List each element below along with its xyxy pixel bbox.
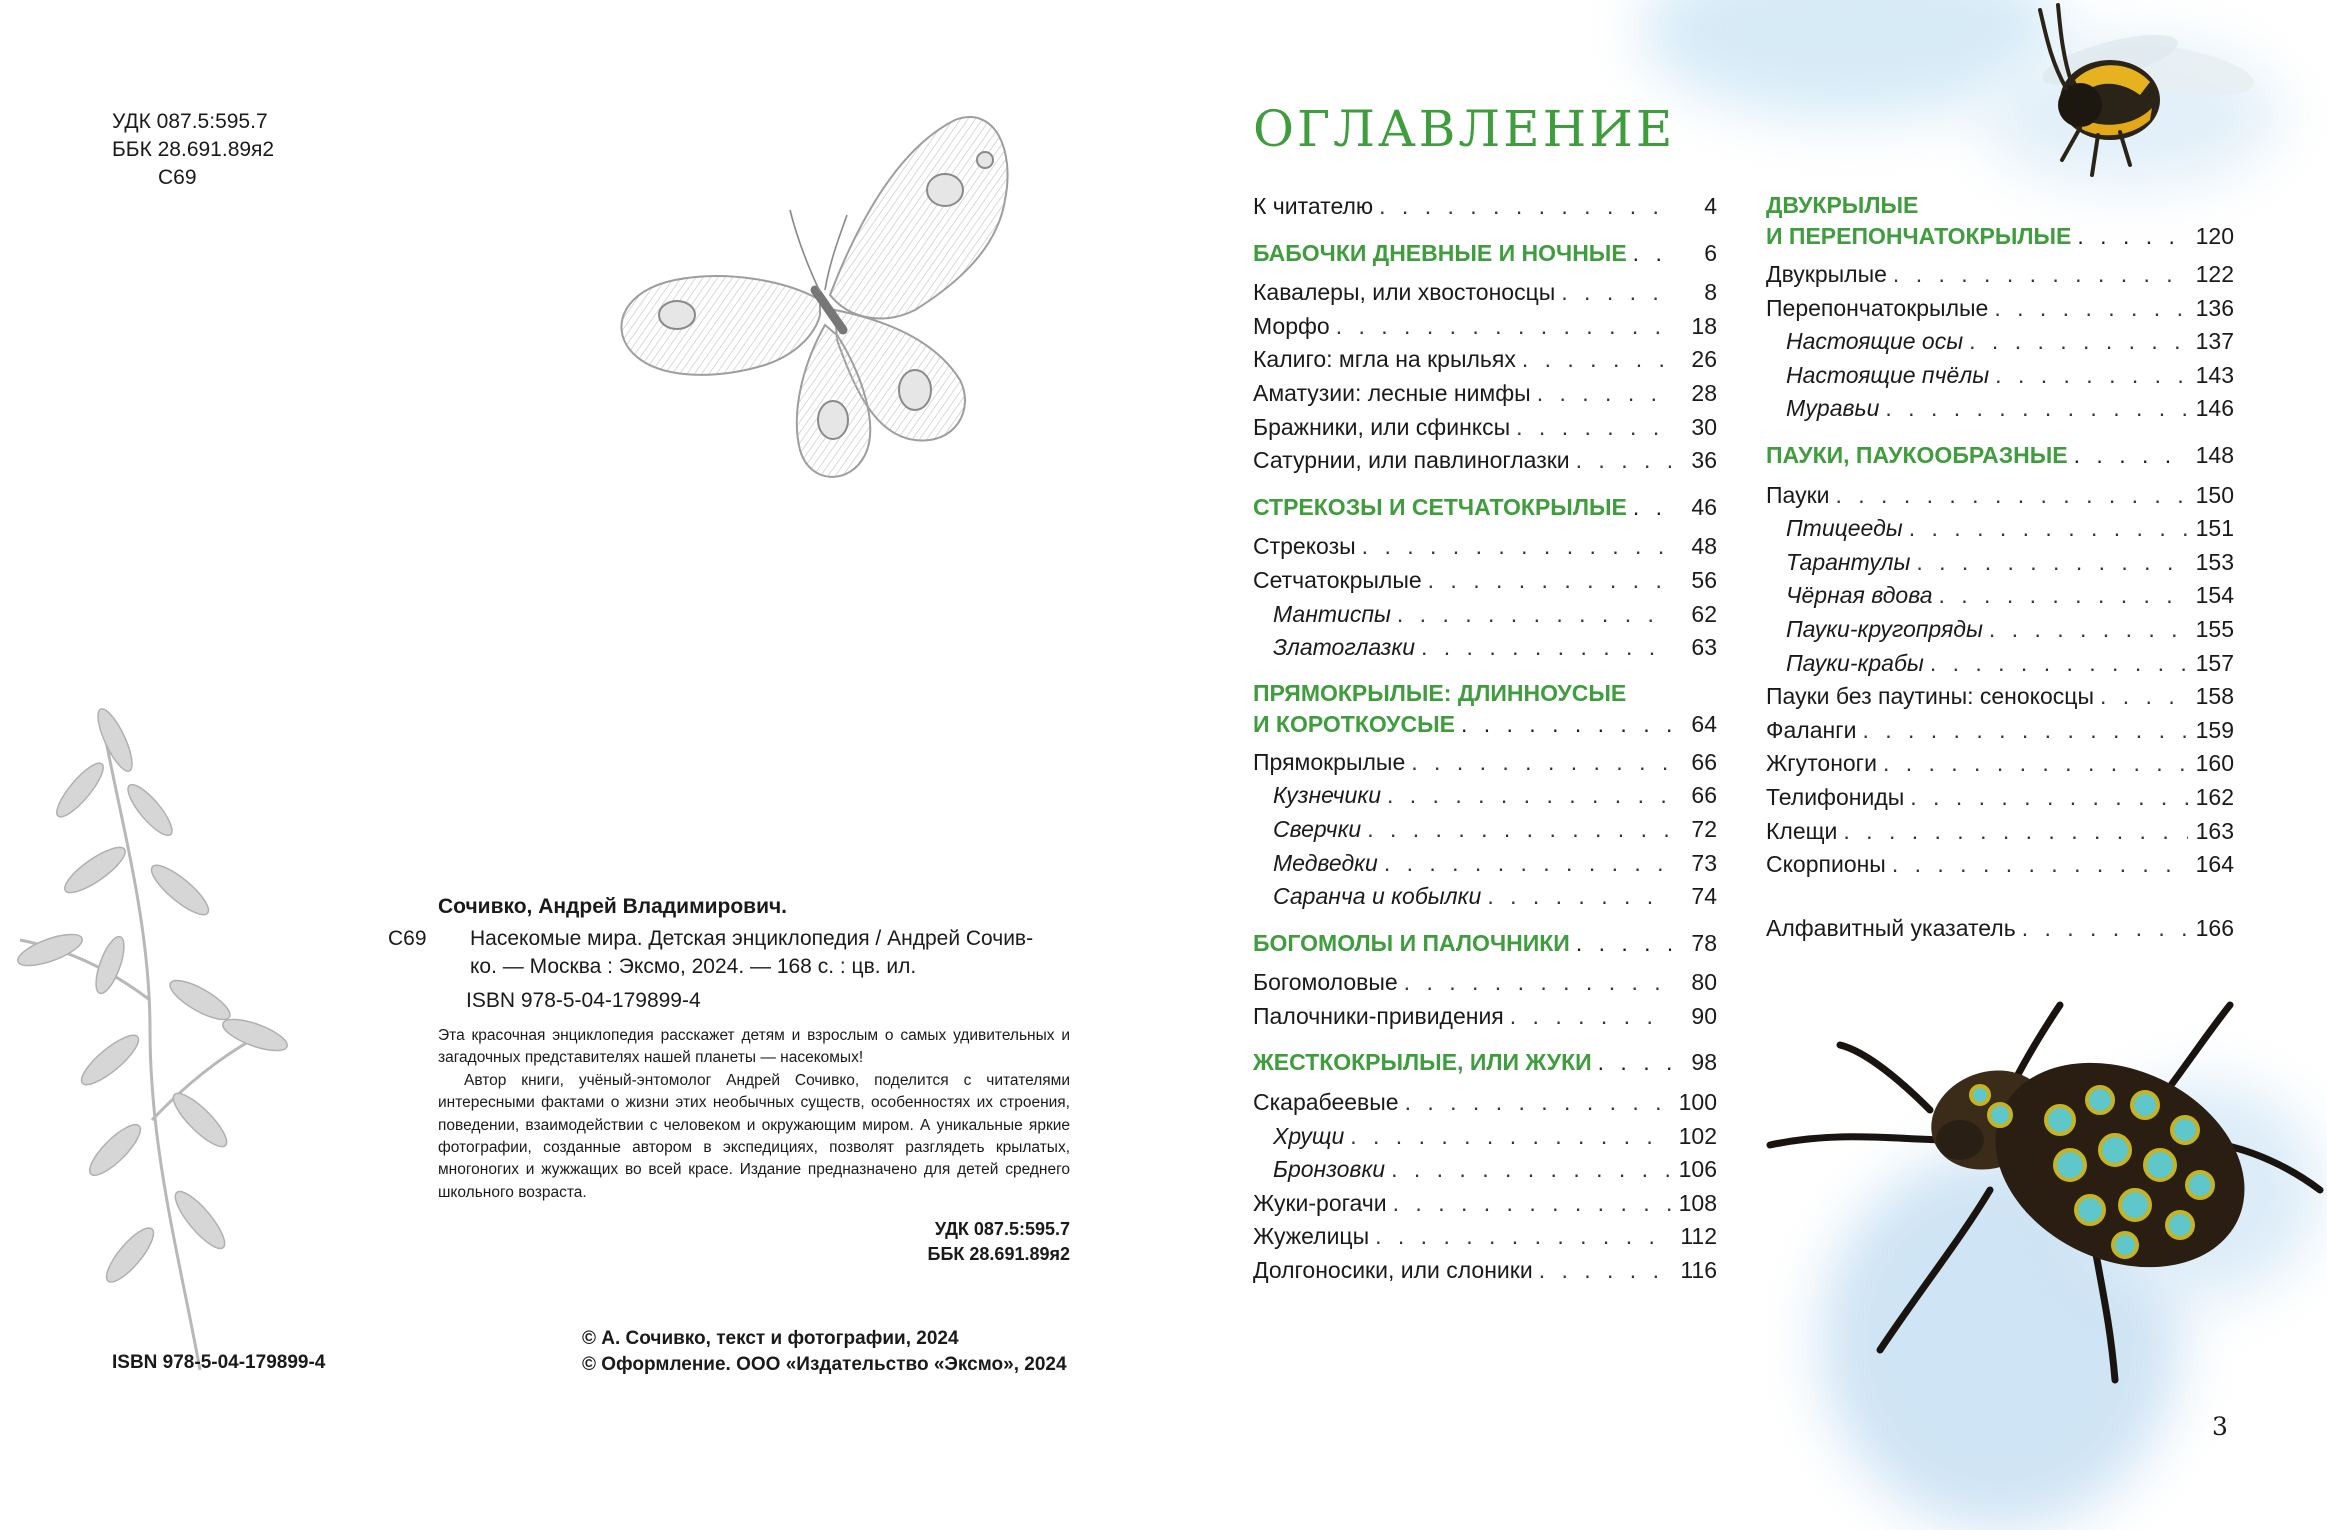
- toc-entry-label: Пауки: [1766, 481, 1830, 508]
- toc-entry[interactable]: [1253, 564, 1717, 598]
- toc-leader-dots: [2077, 221, 2188, 252]
- toc-entry[interactable]: [1766, 747, 2234, 781]
- toc-entry-label: Птицееды: [1786, 515, 1903, 542]
- toc-page-number: 72: [1691, 815, 1717, 842]
- toc-entry[interactable]: [1253, 1000, 1717, 1034]
- toc-entry[interactable]: [1253, 779, 1717, 813]
- toc-entry[interactable]: [1253, 310, 1717, 344]
- toc-page-number: 108: [1678, 1189, 1717, 1216]
- toc-entry[interactable]: [1253, 1153, 1717, 1187]
- toc-entry-label: Кузнечики: [1273, 782, 1381, 809]
- toc-page-number: 102: [1678, 1122, 1717, 1149]
- toc-entry[interactable]: [1253, 530, 1717, 564]
- toc-entry[interactable]: [1766, 479, 2234, 513]
- toc-entry[interactable]: [1253, 1120, 1717, 1154]
- toc-entry-label: Скарабеевые: [1253, 1089, 1399, 1116]
- toc-page-number: 28: [1691, 379, 1717, 406]
- toc-leader-dots: [1930, 647, 2188, 681]
- toc-page-number: 137: [2195, 328, 2234, 355]
- toc-page-number: 148: [2195, 441, 2234, 468]
- toc-entry-label: Телифониды: [1766, 783, 1905, 810]
- toc-entry-label: Стрекозы: [1253, 533, 1356, 560]
- toc-page-number: 78: [1691, 929, 1717, 956]
- page-number: 3: [2212, 1412, 2228, 1441]
- toc-entry[interactable]: [1253, 598, 1717, 632]
- toc-entry-label: Калиго: мгла на крыльях: [1253, 346, 1516, 373]
- toc-page-number: 162: [2195, 783, 2234, 810]
- toc-entry-label: Скорпионы: [1766, 851, 1886, 878]
- toc-entry[interactable]: [1766, 647, 2234, 681]
- toc-leader-dots: [1516, 411, 1671, 445]
- toc-page-number: 159: [2195, 716, 2234, 743]
- toc-entry-label: К читателю: [1253, 193, 1374, 219]
- toc-leader-dots: [1893, 258, 2188, 292]
- toc-entry-label: Бронзовки: [1273, 1156, 1386, 1183]
- toc-column-2: [1766, 190, 2234, 945]
- toc-page-number: 48: [1691, 533, 1717, 560]
- toc-page-number: 106: [1678, 1156, 1717, 1183]
- toc-leader-dots: [1393, 1187, 1671, 1221]
- toc-leader-dots: [1939, 579, 2189, 613]
- toc-leader-dots: [1909, 512, 2188, 546]
- toc-entry[interactable]: [1766, 579, 2234, 613]
- toc-entry[interactable]: [1253, 377, 1717, 411]
- toc-entry-label: Алфавитный указатель: [1766, 914, 2016, 941]
- toc-page-number: 100: [1678, 1089, 1717, 1116]
- toc-entry-label: Чёрная вдова: [1786, 582, 1933, 609]
- toc-entry-label: Жужелицы: [1253, 1223, 1370, 1250]
- toc-entry[interactable]: [1766, 815, 2234, 849]
- bumblebee-photo: [2000, 0, 2270, 200]
- toc-entry-label: Златоглазки: [1273, 634, 1415, 661]
- toc-section-title-line: ДВУКРЫЛЫЕ: [1766, 192, 1919, 218]
- toc-page-number: 18: [1691, 312, 1717, 339]
- toc-entry[interactable]: [1253, 411, 1717, 445]
- toc-entry[interactable]: [1253, 880, 1717, 914]
- toc-section[interactable]: [1253, 927, 1717, 961]
- toc-entry[interactable]: [1766, 546, 2234, 580]
- toc-page-number: 66: [1691, 782, 1717, 809]
- toc-leader-dots: [1843, 815, 2188, 849]
- toc-entry-label: Сверчки: [1273, 815, 1362, 842]
- toc-entry[interactable]: [1253, 444, 1717, 478]
- toc-entry[interactable]: [1253, 966, 1717, 1000]
- toc-leader-dots: [1633, 491, 1671, 525]
- toc-entry-label: Клещи: [1766, 817, 1838, 844]
- toc-entry[interactable]: [1766, 292, 2234, 326]
- toc-leader-dots: [1522, 343, 1671, 377]
- toc-entry-label: Настоящие осы: [1786, 328, 1964, 355]
- toc-page-number: 26: [1691, 346, 1717, 373]
- toc-section[interactable]: [1766, 221, 2234, 252]
- toc-leader-dots: [1916, 546, 2188, 580]
- toc-leader-dots: [1910, 781, 2188, 815]
- toc-entry[interactable]: [1766, 848, 2234, 882]
- toc-entry[interactable]: [1766, 392, 2234, 426]
- toc-page-number: 120: [2195, 223, 2234, 249]
- toc-leader-dots: [1379, 190, 1671, 224]
- toc-column-1: [1253, 190, 1717, 1288]
- beetle-photo: [1760, 990, 2327, 1390]
- toc-page-number: 6: [1704, 239, 1717, 266]
- bbk-code: ББК 28.691.89я2: [112, 138, 275, 161]
- toc-leader-dots: [1989, 613, 2188, 647]
- toc-entry[interactable]: [1766, 359, 2234, 393]
- copyright-design: © Оформление. ООО «Издательство «Эксмо», 2024: [582, 1354, 1067, 1375]
- toc-page-number: 143: [2195, 361, 2234, 388]
- toc-page-number: 166: [2195, 914, 2234, 941]
- toc-leader-dots: [2100, 680, 2188, 714]
- toc-entry-label: Саранча и кобылки: [1273, 883, 1482, 910]
- description-line-1: Насекомые мира. Детская энциклопедия / Андрей Сочив-: [470, 927, 1034, 950]
- toc-entry-label: Фаланги: [1766, 716, 1857, 743]
- codes-right: [928, 1217, 1070, 1267]
- isbn-bottom: ISBN 978-5-04-179899-4: [112, 1352, 326, 1373]
- toc-leader-dots: [1350, 1120, 1671, 1154]
- toc-entry-label: Тарантулы: [1786, 548, 1911, 575]
- toc-leader-dots: [1633, 237, 1671, 271]
- toc-leader-dots: [1969, 325, 2188, 359]
- classification-codes: [112, 108, 274, 192]
- toc-page-number: 116: [1680, 1257, 1717, 1284]
- toc-leader-dots: [1411, 746, 1671, 780]
- toc-leader-dots: [1510, 1000, 1671, 1034]
- toc-entry[interactable]: [1766, 512, 2234, 546]
- toc-page-number: 146: [2195, 395, 2234, 422]
- toc-entry-label: Хрущи: [1273, 1122, 1345, 1149]
- toc-entry-label: Медведки: [1273, 849, 1378, 876]
- toc-entry-label: И ПЕРЕПОНЧАТОКРЫЛЫЕ: [1766, 223, 2072, 249]
- toc-leader-dots: [1428, 564, 1671, 598]
- toc-page-number: 90: [1691, 1002, 1717, 1029]
- toc-entry-label: Долгоносики, или слоники: [1253, 1257, 1533, 1284]
- toc-leader-dots: [2022, 912, 2188, 946]
- toc-entry-label: Пауки-кругопряды: [1786, 615, 1983, 642]
- description-line-2: ко. — Москва : Эксмо, 2024. — 168 с. : цв. ил.: [470, 955, 917, 978]
- toc-entry-label: Сатурнии, или павлиноглазки: [1253, 447, 1570, 474]
- toc-spacer: [1766, 882, 2234, 912]
- copyright-text: © А. Сочивко, текст и фотографии, 2024: [582, 1328, 959, 1349]
- toc-leader-dots: [1384, 847, 1671, 881]
- toc-page-number: 157: [2195, 649, 2234, 676]
- toc-entry[interactable]: [1253, 343, 1717, 377]
- toc-page-number: 122: [2195, 261, 2234, 287]
- toc-page-number: 155: [2195, 615, 2234, 642]
- toc-page-number: 98: [1691, 1049, 1717, 1076]
- toc-leader-dots: [1367, 813, 1671, 847]
- toc-page-number: 63: [1691, 634, 1717, 661]
- toc-section[interactable]: [1253, 1046, 1717, 1080]
- butterfly-engraving: [615, 110, 1035, 490]
- toc-entry-label: БОГОМОЛЫ И ПАЛОЧНИКИ: [1253, 929, 1570, 956]
- toc-page-number: 154: [2195, 582, 2234, 609]
- toc-entry-label: Жгутоноги: [1766, 750, 1877, 777]
- toc-entry-label: Настоящие пчёлы: [1786, 361, 1990, 388]
- toc-entry-label: Двукрылые: [1766, 261, 1887, 287]
- toc-page-number: 163: [2195, 817, 2234, 844]
- toc-entry-label: ПАУКИ, ПАУКООБРАЗНЫЕ: [1766, 441, 2068, 468]
- toc-entry[interactable]: [1253, 631, 1717, 665]
- toc-page-number: 8: [1704, 279, 1717, 306]
- toc-entry[interactable]: [1253, 1187, 1717, 1221]
- toc-leader-dots: [1892, 848, 2188, 882]
- toc-entry-label: Пауки без паутины: сенокосцы: [1766, 683, 2094, 710]
- toc-leader-dots: [1883, 747, 2188, 781]
- toc-page-number: 74: [1691, 883, 1717, 910]
- toc-entry-label: БАБОЧКИ ДНЕВНЫЕ И НОЧНЫЕ: [1253, 239, 1627, 266]
- toc-entry-label: СТРЕКОЗЫ И СЕТЧАТОКРЫЛЫЕ: [1253, 493, 1627, 520]
- author-cipher: С69: [158, 166, 197, 189]
- toc-page-number: 66: [1691, 748, 1717, 775]
- toc-entry-label: Мантиспы: [1273, 600, 1391, 627]
- leaf-branch-engraving: [0, 700, 290, 1370]
- toc-entry[interactable]: [1253, 1086, 1717, 1120]
- toc-leader-dots: [1576, 444, 1671, 478]
- cipher-code: С69: [388, 927, 427, 950]
- toc-entry-label: Богомоловые: [1253, 969, 1398, 996]
- toc-leader-dots: [1375, 1220, 1671, 1254]
- toc-section[interactable]: [1253, 709, 1717, 740]
- bbk-code-right: ББК 28.691.89я2: [927, 1244, 1070, 1264]
- toc-leader-dots: [1487, 880, 1671, 914]
- toc-leader-dots: [1598, 1046, 1671, 1080]
- toc-leader-dots: [1862, 714, 2188, 748]
- toc-page-number: 151: [2195, 515, 2234, 542]
- toc-page-number: 46: [1691, 493, 1717, 520]
- toc-page-number: 36: [1691, 447, 1717, 474]
- toc-page-number: 136: [2195, 294, 2234, 321]
- toc-entry-label: Перепончатокрылые: [1766, 294, 1989, 321]
- toc-page-number: 160: [2195, 750, 2234, 777]
- toc-entry[interactable]: [1766, 325, 2234, 359]
- toc-title: ОГЛАВЛЕНИЕ: [1253, 100, 1676, 158]
- toc-leader-dots: [1539, 1254, 1671, 1288]
- toc-entry-label: Муравьи: [1786, 395, 1880, 422]
- toc-leader-dots: [2074, 439, 2188, 473]
- toc-page-number: 4: [1704, 193, 1717, 219]
- toc-leader-dots: [1835, 479, 2188, 513]
- toc-entry[interactable]: [1766, 613, 2234, 647]
- toc-entry[interactable]: [1766, 258, 2234, 292]
- toc-leader-dots: [1362, 530, 1671, 564]
- toc-entry-label: Жуки-рогачи: [1253, 1189, 1387, 1216]
- toc-leader-dots: [1561, 276, 1671, 310]
- toc-entry-label: Морфо: [1253, 312, 1330, 339]
- toc-entry[interactable]: [1253, 1220, 1717, 1254]
- toc-page-number: 62: [1691, 600, 1717, 627]
- copyright-block: [582, 1326, 1067, 1378]
- toc-leader-dots: [1391, 1153, 1671, 1187]
- toc-page-number: 56: [1691, 566, 1717, 593]
- toc-entry-label: Палочники-привидения: [1253, 1002, 1504, 1029]
- toc-entry[interactable]: [1766, 680, 2234, 714]
- toc-section-title-line: ПРЯМОКРЫЛЫЕ: ДЛИННОУСЫЕ: [1253, 679, 1627, 706]
- udk-code: УДК 087.5:595.7: [112, 110, 268, 133]
- toc-leader-dots: [1421, 631, 1671, 665]
- toc-entry[interactable]: [1253, 1254, 1717, 1288]
- toc-entry-label: Пауки-крабы: [1786, 649, 1924, 676]
- annotation-paragraph-2: Автор книги, учёный-энтомолог Андрей Сочивко, поделится с читателями интересными фактами о жизни этих необычных существ, особенностях их строения, поведении, взаимодействии с человеком и окружающим миром. А уникальные яркие фотографии, созданные автором в экспедициях, позволят разглядеть крылатых, многоногих и жужжащих во всей красе. Издание предназначено для детей среднего школьного возраста.: [438, 1071, 1070, 1201]
- toc-entry-label: И КОРОТКОУСЫЕ: [1253, 710, 1455, 737]
- udk-code-right: УДК 087.5:595.7: [934, 1219, 1070, 1239]
- toc-leader-dots: [1397, 598, 1671, 632]
- toc-entry-label: Кавалеры, или хвостоносцы: [1253, 279, 1556, 306]
- toc-page-number: 164: [2195, 851, 2234, 878]
- toc-section[interactable]: [1253, 237, 1717, 271]
- toc-entry[interactable]: [1253, 813, 1717, 847]
- toc-leader-dots: [1404, 966, 1671, 1000]
- annotation-paragraph-1: Эта красочная энциклопедия расскажет детям и взрослым о самых удивительных и загадочных представителях нашей планеты — насекомых!: [438, 1027, 1070, 1067]
- toc-page-number: 73: [1691, 849, 1717, 876]
- toc-entry-label: ЖЕСТКОКРЫЛЫЕ, ИЛИ ЖУКИ: [1253, 1049, 1592, 1076]
- toc-entry[interactable]: [1253, 746, 1717, 780]
- toc-page-number: 30: [1691, 413, 1717, 440]
- toc-entry[interactable]: [1766, 781, 2234, 815]
- toc-page-number: 158: [2195, 683, 2234, 710]
- toc-leader-dots: [1885, 392, 2188, 426]
- isbn-record: ISBN 978-5-04-179899-4: [466, 989, 701, 1012]
- toc-page-number: 112: [1680, 1223, 1717, 1250]
- toc-page-number: 80: [1691, 969, 1717, 996]
- toc-entry[interactable]: [1253, 847, 1717, 881]
- author-name: Сочивко, Андрей Владимирович.: [438, 895, 788, 918]
- toc-entry[interactable]: [1253, 276, 1717, 310]
- toc-page-number: 64: [1691, 710, 1717, 737]
- toc-leader-dots: [1461, 709, 1671, 740]
- toc-leader-dots: [1994, 292, 2188, 326]
- toc-page-number: 150: [2195, 481, 2234, 508]
- toc-entry[interactable]: [1253, 190, 1717, 224]
- toc-entry-label: Бражники, или сфинксы: [1253, 413, 1511, 440]
- toc-entry-label: Аматузии: лесные нимфы: [1253, 379, 1531, 406]
- toc-entry-label: Прямокрылые: [1253, 748, 1406, 775]
- toc-leader-dots: [1537, 377, 1671, 411]
- toc-leader-dots: [1405, 1086, 1671, 1120]
- toc-leader-dots: [1336, 310, 1671, 344]
- toc-leader-dots: [1387, 779, 1671, 813]
- toc-section[interactable]: [1253, 491, 1717, 525]
- toc-section[interactable]: [1766, 439, 2234, 473]
- toc-leader-dots: [1576, 927, 1671, 961]
- toc-page-number: 153: [2195, 548, 2234, 575]
- annotation: [438, 1025, 1070, 1204]
- toc-leader-dots: [1995, 359, 2188, 393]
- toc-entry-label: Сетчатокрылые: [1253, 566, 1422, 593]
- toc-entry[interactable]: [1766, 714, 2234, 748]
- toc-entry[interactable]: [1766, 912, 2234, 946]
